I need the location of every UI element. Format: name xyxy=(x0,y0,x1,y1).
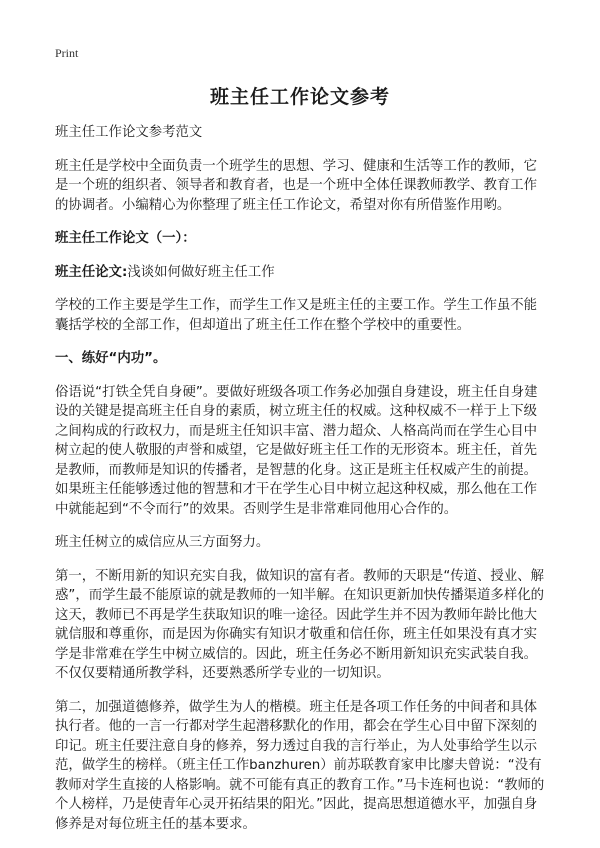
paragraph-4: 第一，不断用新的知识充实自我，做知识的富有者。教师的天职是“传道、授业、解惑”，而学生最不能原谅的就是教师的一知半解。在知识更新加快传播渠道多样化的这天，教师已不再是学生获取知识的唯一途径。因此学生并不因为教师年龄比他大就信服和尊重你，而是因为你确实有知识才敬重和信任你，班主任如果没有真才实学是非常难在学生中树立威信的。因此，班主任务必不断用新知识充实武装自我。不仅仅要精通所教学科，还要熟悉所学专业的一切知识。 xyxy=(55,568,544,681)
topic-text: 浅谈如何做好班主任工作 xyxy=(127,264,275,280)
document-body xyxy=(55,123,550,848)
paragraph-5: 第二，加强道德修养，做学生为人的楷模。班主任是各项工作任务的中间者和具体执行者。他的一言一行都对学生起潜移默化的作用，都会在学生心目中留下深刻的印记。班主任要注意自身的修养，努力透过自我的言行举止，为人处事给学生以示范，做学生的榜样。（班主任工作banzhuren）前苏联教育家申比廖夫曾说：“没有教师对学生直接的人格影响。就不可能有真正的教育工作。”马卡连柯也说：“教师的个人榜样，乃是使青年心灵开拓结果的阳光。”因此，提高思想道德水平，加强自身修养是对每位班主任的基本要求。 xyxy=(55,699,545,832)
section-title: 班主任工作论文（一）： xyxy=(55,231,196,246)
print-label: Print xyxy=(55,46,79,60)
topic-line xyxy=(55,263,550,283)
paragraph-3: 班主任树立的威信应从三方面努力。 xyxy=(55,535,270,550)
paragraph-2: 俗语说“打铁全凭自身硬”。要做好班级各项工作务必加强自身建设，班主任自身建设的关键是提高班主任自身的素质，树立班主任的权威。这种权威不一样于上下级之间构成的行政权力，而是班主任知识丰富、潜力超众、人格高尚而在学生心目中树立起的使人敬服的声誉和威望，它是做好班主任工作的无形资本。班主任，首先是教师，而教师是知识的传播者，是智慧的化身。这正是班主任权威产生的前提。如果班主任能够透过他的智慧和才干在学生心目中树立起这种权威，那么他在工作中就能起到“不令而行”的效果。否则学生是非常难同他用心合作的。 xyxy=(55,384,538,517)
paragraph-1: 学校的工作主要是学生工作，而学生工作又是班主任的主要工作。学生工作虽不能囊括学校的全部工作，但却道出了班主任工作在整个学校中的重要性。 xyxy=(55,298,538,333)
intro-paragraph: 班主任是学校中全面负责一个班学生的思想、学习、健康和生活等工作的教师，它是一个班的组织者、领导者和教育者，也是一个班中全体任课教师教学、教育工作的协调者。小编精心为你整理了班主任工作论文，希望对你有所借鉴作用哟。 xyxy=(55,158,538,213)
page-title: 班主任工作论文参考 xyxy=(209,86,390,108)
topic-label: 班主任论文: xyxy=(55,264,128,280)
heading-1: 一、练好“内功”。 xyxy=(55,351,167,366)
subtitle: 班主任工作论文参考范文 xyxy=(55,125,203,140)
